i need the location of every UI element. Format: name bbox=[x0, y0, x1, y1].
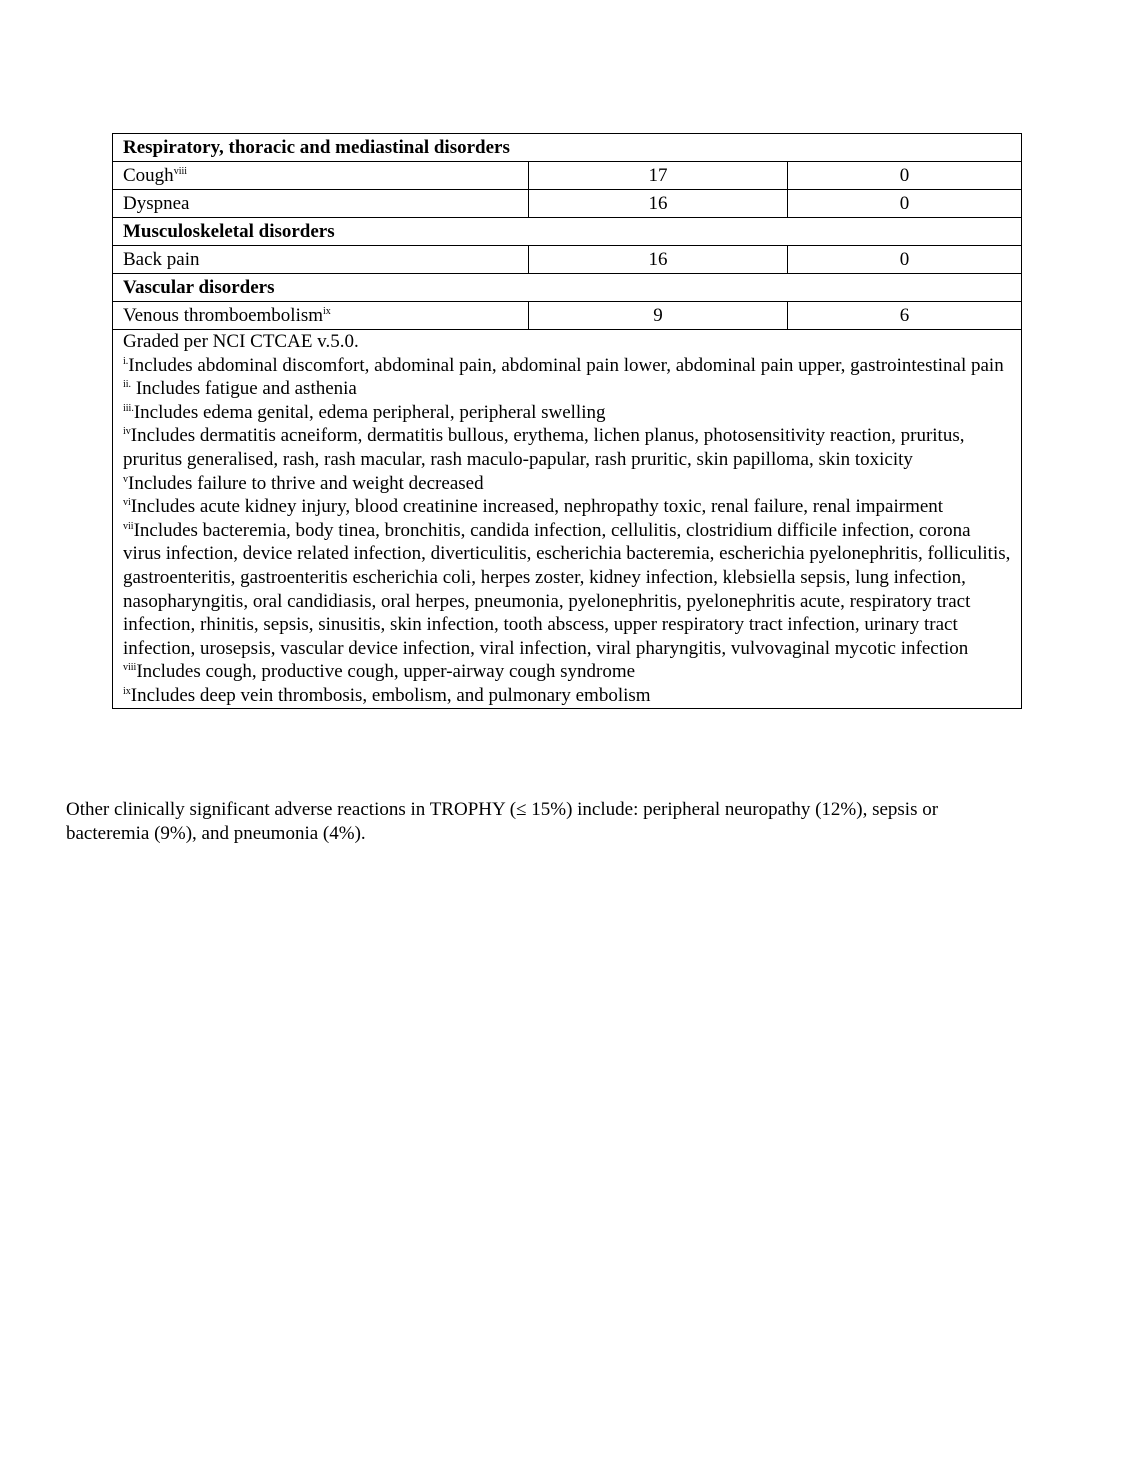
footnote-text: Includes edema genital, edema peripheral, peripheral swelling bbox=[133, 401, 606, 423]
section-header-row bbox=[113, 218, 1022, 246]
footnote-text: Includes cough, productive cough, upper-airway cough syndrome bbox=[136, 661, 636, 683]
all-grades-cell: 17 bbox=[529, 162, 788, 190]
adverse-reactions-table bbox=[112, 133, 1022, 709]
footnote-mark: vi bbox=[123, 497, 131, 509]
term-cell bbox=[113, 162, 529, 190]
footnote-mark: viii bbox=[123, 662, 137, 674]
footnote-text: Includes failure to thrive and weight decreased bbox=[128, 472, 484, 494]
grade-3-4-cell: 0 bbox=[788, 246, 1022, 274]
footnote-iii bbox=[123, 401, 1011, 425]
all-grades-cell: 16 bbox=[529, 246, 788, 274]
section-title: Respiratory, thoracic and mediastinal disorders bbox=[113, 134, 1022, 162]
term-cell bbox=[113, 190, 529, 218]
footnote-iv bbox=[123, 424, 1011, 471]
term-label: Back pain bbox=[123, 249, 200, 270]
body-paragraph: Other clinically significant adverse reactions in TROPHY (≤ 15%) include: peripheral neuropathy (12%), sepsis or bacteremia (9%), and pneumonia (4%). bbox=[66, 799, 939, 844]
footnote-text: Includes fatigue and asthenia bbox=[131, 378, 357, 400]
grade-3-4-cell: 0 bbox=[788, 162, 1022, 190]
term-label: Venous thromboembolism bbox=[123, 305, 324, 326]
footnote-viii bbox=[123, 660, 1011, 684]
footnote-mark: iii. bbox=[123, 402, 134, 414]
table-row bbox=[113, 302, 1022, 330]
table-row bbox=[113, 162, 1022, 190]
section-header-row bbox=[113, 134, 1022, 162]
graded-note: Graded per NCI CTCAE v.5.0. bbox=[123, 331, 359, 352]
footnote-vi bbox=[123, 495, 1011, 519]
footnote-ix bbox=[123, 684, 1011, 708]
footnote-v bbox=[123, 472, 1011, 496]
footnote-text: Includes deep vein thrombosis, embolism, and pulmonary embolism bbox=[130, 684, 651, 706]
term-label: Cough bbox=[123, 165, 174, 186]
footnote-mark: ix bbox=[123, 685, 131, 697]
footnote-text: Includes bacteremia, body tinea, bronchitis, candida infection, cellulitis, clostridium difficile infection, corona virus infection, device related infection, diverticulitis, escherichia bacteremia, escherichia pyelonephritis, folliculitis, gastroenteritis, gastroenteritis escherichia coli, herpes zoster, kidney infection, klebsiella sepsis, lung infection, nasopharyngitis, oral candidiasis, oral herpes, pneumonia, pyelonephritis, pyelonephritis acute, respiratory tract infection, rhinitis, sepsis, sinusitis, skin infection, tooth abscess, upper respiratory tract infection, urinary tract infection, urosepsis, vascular device infection, viral infection, viral pharyngitis, vulvovaginal mycotic infection bbox=[123, 519, 1011, 659]
grade-3-4-cell: 0 bbox=[788, 190, 1022, 218]
footnote-mark: i. bbox=[123, 355, 129, 367]
footnote-ii bbox=[123, 377, 1011, 401]
footnotes-cell bbox=[113, 330, 1022, 709]
term-cell bbox=[113, 246, 529, 274]
section-header-row bbox=[113, 274, 1022, 302]
footnote-mark: vii bbox=[123, 520, 134, 532]
footnote-marker: ix bbox=[323, 306, 331, 317]
footnote-marker: viii bbox=[173, 166, 188, 177]
footnotes-row bbox=[113, 330, 1022, 709]
footnote-mark: iv bbox=[123, 426, 131, 438]
term-cell bbox=[113, 302, 529, 330]
table-row bbox=[113, 246, 1022, 274]
term-label: Dyspnea bbox=[123, 193, 190, 214]
section-title: Vascular disorders bbox=[113, 274, 1022, 302]
all-grades-cell: 9 bbox=[529, 302, 788, 330]
footnote-text: Includes dermatitis acneiform, dermatitis bullous, erythema, lichen planus, photosensitivity reaction, pruritus, pruritus generalised, rash, rash macular, rash maculo-papular, rash pruritic, skin papilloma, skin toxicity bbox=[123, 425, 965, 470]
footnote-text: Includes acute kidney injury, blood creatinine increased, nephropathy toxic, renal failure, renal impairment bbox=[130, 496, 944, 518]
footnote-mark: ii. bbox=[123, 379, 132, 391]
footnote-text: Includes abdominal discomfort, abdominal pain, abdominal pain lower, abdominal pain upper, gastrointestinal pain bbox=[128, 354, 1004, 376]
footnote-mark: v bbox=[123, 473, 128, 485]
table-row bbox=[113, 190, 1022, 218]
footnote-i bbox=[123, 354, 1011, 378]
all-grades-cell: 16 bbox=[529, 190, 788, 218]
grade-3-4-cell: 6 bbox=[788, 302, 1022, 330]
footnote-vii bbox=[123, 519, 1011, 661]
section-title: Musculoskeletal disorders bbox=[113, 218, 1022, 246]
